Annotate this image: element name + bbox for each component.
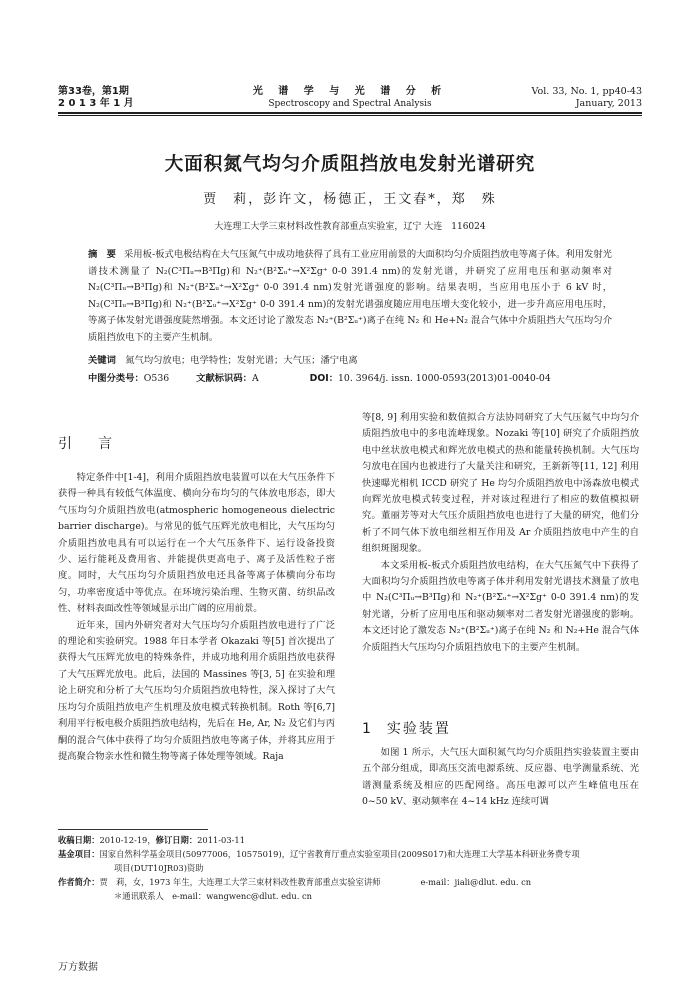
authors: 贾 莉，彭许文，杨德正，王文春*，郑 殊 xyxy=(203,192,497,207)
keywords-label: 关键词 xyxy=(88,355,116,366)
received-date: 2010-12-19， xyxy=(99,835,156,845)
author-email: e-mail：jiali@dlut. edu. cn xyxy=(420,877,532,887)
journal-en: Spectroscopy and Spectral Analysis xyxy=(268,99,432,109)
doi-label: DOI： xyxy=(309,373,339,384)
header-rule-thin xyxy=(58,115,642,116)
keywords-text: 氮气均匀放电；电学特性；发射光谱；大气压；潘宁电离 xyxy=(125,355,358,366)
corresponding-author: ＊通讯联系人 e-mail：wangwenc@dlut. edu. cn xyxy=(114,891,312,901)
section-number: 1 xyxy=(362,721,373,737)
section-1-heading xyxy=(362,718,465,738)
revised-label: 修订日期： xyxy=(155,835,198,845)
fund-text: 国家自然科学基金项目(50977006，10575019)，辽宁省教育厅重点实验室项目(2009S017)和大连理工大学基本科研业务费专项 xyxy=(99,849,580,859)
clc-value: O536 xyxy=(143,373,170,384)
volume-cn: 第33卷，第1期 xyxy=(58,86,129,97)
intro-paragraph-2: 近年来，国内外研究者对大气压均匀介质阻挡放电进行了广泛的理论和实验研究。1988 年日本学者 Okazaki 等[5] 首次提出了获得大气压辉光放电的特殊条件，并成功地利用介质阻挡放电获得了大气压辉光放电。此后，法国的 Massines 等[3, 5] 在实验和理论上研究和分析了大气压均匀介质阻挡放电特性，深入探讨了大气压均匀介质阻挡放电产生机理及放电模式转换机制。Roth 等[6,7] 利用平行板电极介质阻挡放电结构，先后在 He, Ar, N₂ 及它们与丙酮的混合气体中获得了均匀介质阻挡放电等离子体，并将其应用于提高聚合物亲水性和微生物等离子体处理等领域。Raja xyxy=(58,619,335,762)
author-line xyxy=(58,875,642,889)
fund-line-2: 项目(DUT10JR03)资助 xyxy=(114,863,204,873)
doi-value: 10. 3964/j. issn. 1000-0593(2013)01-0040-04 xyxy=(338,373,551,384)
date-en: January, 2013 xyxy=(575,98,642,109)
doc-code-label: 文献标识码： xyxy=(196,373,252,384)
volume-en: Vol. 33, No. 1, pp40-43 xyxy=(531,86,642,97)
section-1-body xyxy=(362,745,639,811)
wanfang-watermark: 万方数据 xyxy=(58,962,98,973)
clc-label: 中图分类号： xyxy=(88,373,144,384)
abstract-text: 采用板-板式电极结构在大气压氮气中成功地获得了具有工业应用前景的大面积均匀介质阻挡放电等离子体。利用发射光谱技术测量了 N₂(C³Πᵤ→B³Πg)和 N₂⁺(B²Σᵤ⁺→X²Σg⁺ 0-0 391.4 nm)的发射光谱，并研究了应用电压和驱动频率对 N₂(C³Πᵤ→B³Πg)和 N₂⁺(B²Σᵤ⁺→X²Σg⁺ 0-0 391.4 nm)发射光谱强度的影响。结果表明，当应用电压小于 6 kV 时，N₂(C³Πᵤ→B³Πg)和 N₂⁺(B²Σᵤ⁺→X²Σg⁺ 0-0 391.4 nm)的发射光谱强度随应用电压增大变化较小，进一步升高应用电压时，等离子体发射光谱强度陡然增强。本文还讨论了激发态 N₂⁺(B²Σᵤ⁺)离子在纯 N₂ 和 He+N₂ 混合气体中介质阻挡大气压均匀介质阻挡放电下的主要产生机制。 xyxy=(88,249,612,343)
classification xyxy=(88,371,612,387)
fund-line xyxy=(58,847,642,861)
revised-date: 2011-03-11 xyxy=(197,835,245,845)
fund-label: 基金项目： xyxy=(58,849,100,859)
issue-info-en xyxy=(532,86,642,110)
right-paragraph-2: 本文采用板-板式介质阻挡放电结构，在大气压氮气中下获得了大面积均匀介质阻挡放电等离子体并利用发射光谱技术测量了放电中 N₂(C³Πᵤ→B³Πg)和 N₂⁺(B²Σᵤ⁺→X²Σg⁺ 0-0 391.4 nm)的发射光谱，分析了应用电压和驱动频率对二者发射光谱强度的影响。本文还讨论了激发态 N₂⁺(B²Σᵤ⁺)离子在纯 N₂ 和 N₂+He 混合气体介质阻挡大气压均匀介质阻挡放电下的主要产生机制。 xyxy=(362,559,640,653)
header-rule xyxy=(58,112,642,114)
dates-line xyxy=(58,833,642,847)
abstract xyxy=(88,247,612,346)
right-paragraph-1: 等[8, 9] 利用实验和数值拟合方法协同研究了大气压氦气中均匀介质阻挡放电中的多电流峰现象。Nozaki 等[10] 研究了介质阻挡放电中丝状放电模式和辉光放电模式的热和能量转换机制。大气压均匀放电在国内也被进行了大量关注和研究，王新新等[11, 12] 利用快速曝光相机 ICCD 研究了 He 均匀介质阻挡放电中汤森放电模式向辉光放电模式转变过程，并对该过程进行了相应的数值模拟研究。董丽芳等对大气压介质阻挡放电也进行了大量的研究，他们分析了不同气体下放电细丝相互作用及 Ar 介质阻挡放电中产生的自组织斑图现象。 xyxy=(362,412,639,555)
intro-heading: 引 言 xyxy=(58,436,118,452)
received-label: 收稿日期： xyxy=(58,835,100,845)
footnote xyxy=(58,833,642,903)
right-column xyxy=(362,410,639,656)
keywords xyxy=(88,353,612,369)
author-bio: 贾 莉，女，1973 年生，大连理工大学三束材料改性教育部重点实验室讲师 xyxy=(99,877,381,887)
doc-code-value: A xyxy=(251,373,259,384)
date-cn: 2 0 1 3 年 1 月 xyxy=(58,98,134,109)
intro-column xyxy=(58,470,335,765)
abstract-label: 摘 要 xyxy=(88,249,116,260)
affiliation: 大连理工大学三束材料改性教育部重点实验室，辽宁 大连 116024 xyxy=(214,222,486,232)
paper-title: 大面积氮气均匀介质阻挡放电发射光谱研究 xyxy=(164,154,536,175)
author-label: 作者简介： xyxy=(58,877,100,887)
section-1-paragraph: 如图 1 所示，大气压大面积氮气均匀介质阻挡实验装置主要由五个部分组成，即高压交流电源系统、反应器、电学测量系统、光谱测量系统及相应的匹配网络。高压电源可以产生峰值电压在 0~50 kV、驱动频率在 4~14 kHz 连续可调 xyxy=(362,747,639,808)
footnote-rule xyxy=(58,829,208,830)
journal-cn: 光 谱 学 与 光 谱 分 析 xyxy=(252,86,448,97)
intro-paragraph-1: 特定条件中[1-4]，利用介质阻挡放电装置可以在大气压条件下获得一种具有较低气体温度、横向分布均匀的气体放电形态，即大气压均匀介质阻挡放电(atmospheric homogeneous dielectric barrier discharge)。与常见的低气压辉光放电相比，大气压均匀介质阻挡放电具有可以运行在一个大气压条件下、运行设备投资少、运行能耗及费用省、并能提供更高电子、离子及活性粒子密度。同时，大气压均匀介质阻挡放电还具备等离子体横向分布均匀，功率密度适中等优点。在环境污染治理、生物灭菌、纺织品改性、材料表面改性等领域显示出广阔的应用前景。 xyxy=(58,472,335,615)
section-title: 实验装置 xyxy=(386,721,451,737)
